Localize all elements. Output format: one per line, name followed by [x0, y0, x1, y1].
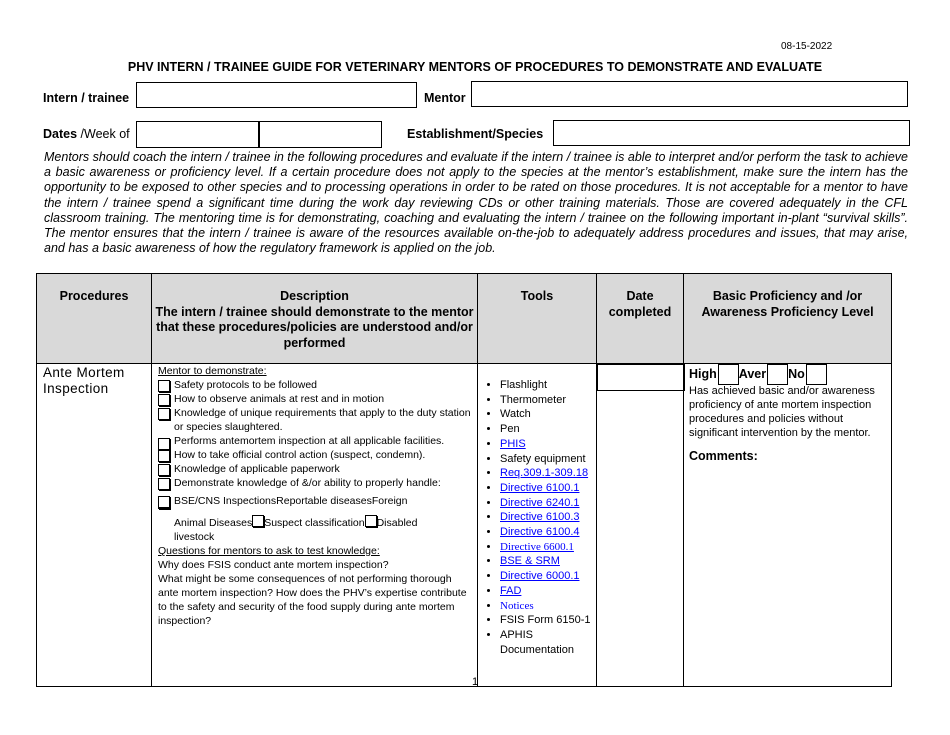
checklist-item: Knowledge of unique requirements that apply to the duty station or species slaughtered. [158, 406, 473, 434]
sub-checklist-cont: Animal Diseases Suspect classification Disabled [174, 517, 418, 529]
intern-label: Intern / trainee [43, 91, 130, 105]
sub-checklist-cont2: livestock [174, 531, 215, 543]
tool-label: APHIS Documentation [500, 628, 574, 656]
tool-item[interactable] [500, 584, 596, 599]
level-high-box[interactable] [718, 364, 739, 385]
checkbox[interactable] [158, 394, 170, 406]
dates-label: Dates /Week of [43, 127, 130, 141]
tool-item [500, 407, 596, 422]
checkbox-suspect[interactable] [252, 515, 264, 527]
checklist-item: How to take official control action (suspect, condemn). [158, 448, 473, 462]
tool-link[interactable]: Notices [500, 599, 534, 612]
tool-link[interactable]: Directive 6100.3 [500, 511, 580, 524]
checklist-item: Performs antemortem inspection at all applicable facilities. [158, 434, 473, 448]
tool-label: FSIS Form 6150-1 [500, 614, 591, 627]
date-cell [597, 364, 684, 687]
page-title: PHV INTERN / TRAINEE GUIDE FOR VETERINARY MENTORS OF PROCEDURES TO DEMONSTRATE AND EVALUATE [127, 60, 823, 74]
mentor-label: Mentor [424, 91, 466, 105]
checkbox[interactable] [158, 464, 170, 476]
tool-link[interactable]: Directive 6240.1 [500, 496, 580, 509]
intro-paragraph: Mentors should coach the intern / trainee in the following procedures and evaluate if the intern / trainee is able to interpret and/or perform the task to achieve a basic awareness or proficiency level. If a certain procedure does not apply to the species at the mentor’s establishment, make sure the intern has the opportunity to be exposed to other species and to processing operations in order to be rated on those procedures. It is not acceptable for a mentor to have the intern / trainee spend a significant time during the work day reviewing CDs or other training materials. Those are covered adequately in the CFL classroom training. The mentoring time is for demonstrating, coaching and evaluating the intern / trainee on the following important in-plant “survival skills”. The mentor ensures that the intern / trainee is aware of the resources available on-the-job to adequately address procedures and issues, that may arise, and has a basic awareness of how the regulatory framework is applied on the job. [44, 150, 908, 256]
checklist-item: Knowledge of applicable paperwork [158, 462, 473, 476]
comments-label: Comments: [689, 449, 758, 463]
date-to-field[interactable] [259, 121, 382, 148]
header-description-sub: The intern / trainee should demonstrate to the mentor that these procedures/policies are understood and/or performed [155, 304, 474, 350]
checkbox-foreign[interactable] [158, 496, 170, 508]
tool-link[interactable]: Directive 6000.1 [500, 570, 580, 583]
header-procedures: Procedures [37, 274, 152, 364]
proficiency-levels [689, 364, 887, 384]
header-description [152, 274, 478, 364]
mentor-demonstrate-heading: Mentor to demonstrate: [158, 365, 267, 377]
document-date: 08-15-2022 [781, 41, 833, 52]
checklist-item: Safety protocols to be followed [158, 378, 473, 392]
level-aver-label: Aver [738, 367, 767, 381]
checklist-item: How to observe animals at rest and in motion [158, 392, 473, 406]
tool-label: Thermometer [500, 393, 567, 406]
table-header-row [37, 274, 892, 364]
question: Why does FSIS conduct ante mortem inspection? [158, 559, 389, 571]
description-cell [152, 364, 478, 687]
date-completed-field[interactable] [597, 364, 685, 391]
level-aver-box[interactable] [767, 364, 788, 385]
procedure-name: Ante Mortem Inspection [37, 364, 152, 687]
checkbox[interactable] [158, 408, 170, 420]
procedures-table [36, 273, 892, 687]
tool-label: Watch [500, 408, 531, 421]
tool-item [500, 393, 596, 408]
level-high-label: High [689, 367, 717, 381]
tool-item [500, 422, 596, 437]
tool-item [500, 452, 596, 467]
tool-item[interactable] [500, 525, 596, 540]
tool-link[interactable]: Req.309.1-309.18 [500, 467, 589, 480]
tools-list [478, 378, 596, 657]
checkbox[interactable] [158, 380, 170, 392]
header-description-title: Description [280, 289, 349, 303]
establishment-field[interactable] [553, 120, 910, 146]
tool-link[interactable]: Directive 6100.1 [500, 481, 580, 494]
tool-item[interactable] [500, 466, 596, 481]
proficiency-text: Has achieved basic and/or awareness proficiency of ante mortem inspection procedures and policies without significant intervention by the mentor. [689, 385, 875, 439]
tool-item[interactable] [500, 481, 596, 496]
tool-item[interactable] [500, 599, 596, 614]
tool-link[interactable]: PHIS [500, 437, 526, 450]
tool-link[interactable]: Directive 6600.1 [500, 540, 574, 553]
level-no-label: No [788, 367, 805, 381]
tool-label: Pen [500, 423, 520, 436]
proficiency-cell [684, 364, 892, 687]
checkbox-disabled[interactable] [365, 515, 377, 527]
tool-item [500, 378, 596, 393]
tool-item[interactable] [500, 554, 596, 569]
tools-cell [478, 364, 597, 687]
tool-item[interactable] [500, 510, 596, 525]
tool-item[interactable] [500, 496, 596, 511]
tool-item [500, 628, 596, 657]
date-from-field[interactable] [136, 121, 259, 148]
header-tools: Tools [478, 274, 597, 364]
sub-checklist: BSE/CNS Inspections Reportable diseases Foreign [158, 494, 473, 508]
establishment-label: Establishment/Species [407, 127, 544, 141]
tool-label: Flashlight [500, 379, 548, 391]
header-proficiency: Basic Proficiency and /or Awareness Proficiency Level [684, 274, 892, 364]
level-no-box[interactable] [806, 364, 827, 385]
intern-field[interactable] [136, 82, 417, 108]
tool-link[interactable]: BSE & SRM [500, 555, 560, 568]
checklist-item: Demonstrate knowledge of &/or ability to properly handle: [158, 476, 473, 490]
header-date-completed: Date completed [597, 274, 684, 364]
checkbox[interactable] [158, 450, 170, 462]
tool-item[interactable] [500, 540, 596, 555]
tool-item [500, 613, 596, 628]
question: What might be some consequences of not performing thorough ante mortem inspection? How does the PHV’s expertise contribute to the safety and security of the food supply during ante mortem inspection? [158, 573, 467, 627]
mentor-field[interactable] [471, 81, 908, 107]
checkbox[interactable] [158, 478, 170, 490]
tool-link[interactable]: FAD [500, 584, 522, 597]
tool-item[interactable] [500, 437, 596, 452]
questions-heading: Questions for mentors to ask to test knowledge: [158, 545, 380, 557]
tool-item[interactable] [500, 569, 596, 584]
tool-label: Safety equipment [500, 452, 586, 465]
page-number: 1 [471, 676, 479, 688]
tool-link[interactable]: Directive 6100.4 [500, 526, 580, 539]
table-row [37, 364, 892, 687]
